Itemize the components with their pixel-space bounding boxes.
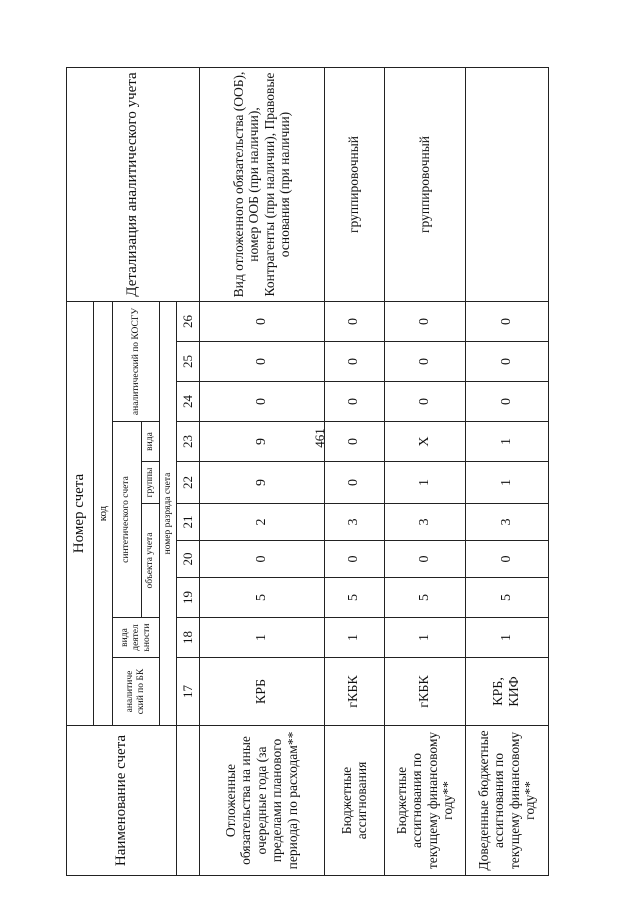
- account-name: Бюджетные ассигнования: [324, 726, 384, 876]
- detail-cell: [465, 68, 548, 302]
- cell-value: 3: [324, 504, 384, 541]
- cell-value: 0: [465, 302, 548, 342]
- cell-value: гКБК: [324, 658, 384, 726]
- group-header: группы: [141, 462, 160, 504]
- cell-value: 0: [384, 541, 465, 578]
- cell-value: 0: [199, 382, 324, 422]
- cell-value: 0: [199, 541, 324, 578]
- digit-label: 24: [177, 382, 200, 422]
- table-row: [199, 68, 324, 876]
- cell-value: 5: [324, 578, 384, 618]
- digit-label: 25: [177, 342, 200, 382]
- digit-label: 21: [177, 504, 200, 541]
- cell-value: 0: [324, 382, 384, 422]
- cell-value: 5: [384, 578, 465, 618]
- cell-value: 0: [324, 422, 384, 462]
- detail-cell: группировочный: [324, 68, 384, 302]
- detail-cell: группировочный: [384, 68, 465, 302]
- digit-label: 26: [177, 302, 200, 342]
- cell-value: 1: [199, 618, 324, 658]
- cell-value: 9: [199, 422, 324, 462]
- cell-value: Х: [384, 422, 465, 462]
- code-header: код: [94, 302, 113, 726]
- cell-value: 1: [384, 462, 465, 504]
- cell-value: 0: [384, 382, 465, 422]
- rotated-sheet: [66, 68, 549, 876]
- accounts-table: [66, 67, 549, 876]
- cell-value: КРБ: [199, 658, 324, 726]
- table-container: [66, 68, 549, 876]
- cell-value: 0: [324, 342, 384, 382]
- table-row: [384, 68, 465, 876]
- cell-value: 0: [324, 541, 384, 578]
- empty-cell: [177, 726, 200, 876]
- cell-value: 0: [324, 302, 384, 342]
- kosgu-header: аналитический по КОСГУ: [112, 302, 160, 422]
- analytic-bk-header: аналитиче ский по БК: [112, 658, 160, 726]
- cell-value: 1: [465, 462, 548, 504]
- digit-label: 19: [177, 578, 200, 618]
- detail-column-header: Детализация аналитического учета: [67, 68, 200, 302]
- synthetic-header: синтетического счета: [112, 422, 141, 618]
- cell-value: 1: [465, 422, 548, 462]
- table-row: [465, 68, 548, 876]
- cell-value: 0: [384, 302, 465, 342]
- cell-value: 3: [465, 504, 548, 541]
- table-row: [324, 68, 384, 876]
- digit-label: 22: [177, 462, 200, 504]
- cell-value: 0: [465, 342, 548, 382]
- cell-value: 5: [465, 578, 548, 618]
- digit-label: 23: [177, 422, 200, 462]
- cell-value: 1: [384, 618, 465, 658]
- account-name: Отложенные обязательства на иные очередные года (за пределами планового периода) по расходам**: [199, 726, 324, 876]
- cell-value: 2: [199, 504, 324, 541]
- cell-value: 0: [199, 342, 324, 382]
- digit-row-header: номер разряда счета: [160, 302, 177, 726]
- object-header: объекта учета: [141, 504, 160, 618]
- page-number: 461: [312, 428, 327, 448]
- account-name: Доведенные бюджетные ассигнования по текущему финансовому году**: [465, 726, 548, 876]
- account-name: Бюджетные ассигнования по текущему финансовому году**: [384, 726, 465, 876]
- account-number-header: Номер счета: [67, 302, 94, 726]
- cell-value: 0: [199, 302, 324, 342]
- kind-header: вида: [141, 422, 160, 462]
- cell-value: 5: [199, 578, 324, 618]
- cell-value: 1: [324, 618, 384, 658]
- cell-value: КРБ, КИФ: [465, 658, 548, 726]
- cell-value: гКБК: [384, 658, 465, 726]
- name-column-header: Наименование счета: [67, 726, 177, 876]
- activity-type-header: вида деятел ьности: [112, 618, 160, 658]
- cell-value: 1: [465, 618, 548, 658]
- cell-value: 0: [465, 541, 548, 578]
- cell-value: 0: [324, 462, 384, 504]
- digit-label: 20: [177, 541, 200, 578]
- digit-label: 17: [177, 658, 200, 726]
- digit-label: 18: [177, 618, 200, 658]
- cell-value: 3: [384, 504, 465, 541]
- cell-value: 0: [384, 342, 465, 382]
- cell-value: 0: [465, 382, 548, 422]
- detail-cell: Вид отложенного обязательства (ООБ), номер ООБ (при наличии), Контрагенты (при наличии), Правовые основания (при наличии): [199, 68, 324, 302]
- cell-value: 9: [199, 462, 324, 504]
